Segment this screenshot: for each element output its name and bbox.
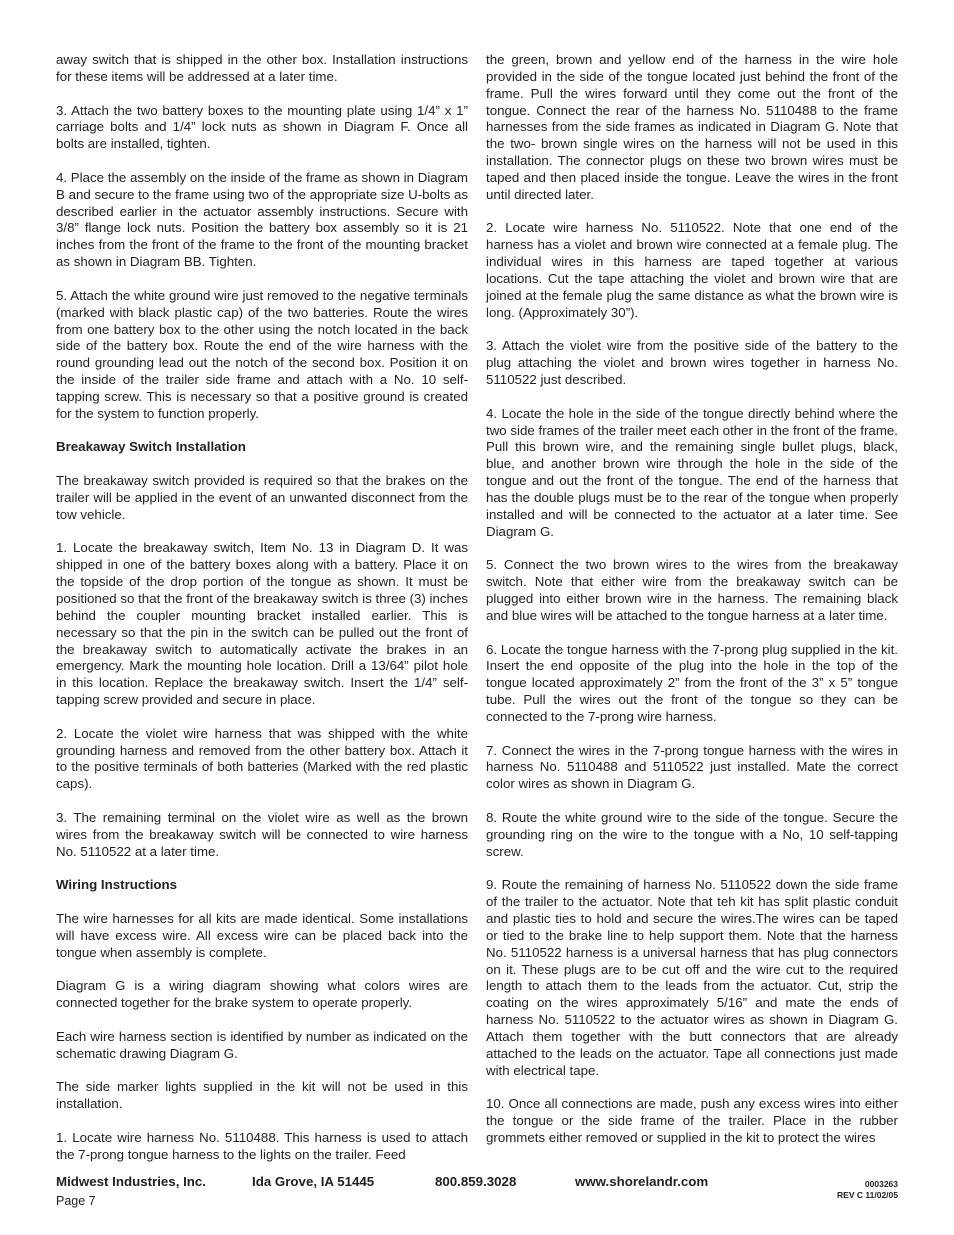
paragraph: Diagram G is a wiring diagram showing what colors wires are connected together for the brake system to operate properly.: [56, 978, 468, 1011]
paragraph: 6. Locate the tongue harness with the 7-prong plug supplied in the kit. Insert the end opposite of the plug into the hole in the top of the tongue located approximately 2” from the front of the 3” x 5” tongue tube. Pull the wires out the front of the tongue so they can be connected to the 7-prong wire harness.: [486, 641, 898, 724]
paragraph: The wire harnesses for all kits are made identical. Some installations will have excess wire. All excess wire can be placed back into the tongue when assembly is complete.: [56, 911, 468, 960]
paragraph: 3. Attach the two battery boxes to the mounting plate using 1/4” x 1” carriage bolts and 1/4” lock nuts as shown in Diagram F. Once all bolts are installed, tighten.: [56, 102, 468, 152]
paragraph: 2. Locate wire harness No. 5110522. Note that one end of the harness has a violet and brown wire connected at a female plug. The individual wires in this harness are taped together at various locations. Cut the tape attaching the violet and brown wire that are joined at the female plug the same distance as what the brown wire is long. (Approximately 30”).: [486, 220, 898, 320]
section-heading-breakaway: Breakaway Switch Installation: [56, 439, 246, 455]
right-column: [486, 52, 898, 1164]
company-name: Midwest Industries, Inc.: [56, 1174, 206, 1189]
paragraph: 5. Attach the white ground wire just removed to the negative terminals (marked with black plastic cap) of the two batteries. Route the wires from one battery box to the other using the notch located in the back side of the battery box. Route the end of the wire harness with the round grounding lead out the notch of the second box. Position it on the inside of the trailer side frame and attach with a No. 10 self-tapping screw. This is necessary so that a positive ground is created for the system to function properly.: [56, 287, 468, 421]
document-number: 0003263: [864, 1179, 898, 1189]
paragraph: 3. Attach the violet wire from the positive side of the battery to the plug attaching the violet and brown wires together in harness No. 5110522 just described.: [486, 338, 898, 388]
paragraph: The side marker lights supplied in the kit will not be used in this installation.: [56, 1079, 468, 1112]
paragraph: Each wire harness section is identified by number as indicated on the schematic drawing Diagram G.: [56, 1028, 468, 1061]
paragraph: 10. Once all connections are made, push any excess wires into either the tongue or the side frame of the trailer. Place in the rubber grommets either removed or supplied in the kit to protect the wires: [486, 1096, 898, 1145]
left-column: [56, 52, 468, 1181]
revision-date: REV C 11/02/05: [837, 1190, 898, 1200]
paragraph: away switch that is shipped in the other box. Installation instructions for these items will be addressed at a later time.: [56, 52, 468, 84]
paragraph: 3. The remaining terminal on the violet wire as well as the brown wires from the breakaway switch will be connected to wire harness No. 5110522 at a later time.: [56, 809, 468, 859]
phone-number: 800.859.3028: [435, 1174, 517, 1189]
paragraph: 4. Locate the hole in the side of the tongue directly behind where the two side frames of the trailer meet each other in the front of the frame. Pull this brown wire, and the remaining single bullet plugs, black, blue, and another brown wire through the hole in the side of the tongue and out the front of the tongue. The end of the harness that has the double plugs must be to the rear of the tongue when properly installed and will be connected to the actuator at a later time. See Diagram G.: [486, 405, 898, 539]
paragraph: 2. Locate the violet wire harness that was shipped with the white grounding harness and removed from the other battery box. Attach it to the positive terminals of both batteries (Marked with the red plastic caps).: [56, 725, 468, 792]
company-location: Ida Grove, IA 51445: [252, 1174, 375, 1189]
paragraph: 1. Locate wire harness No. 5110488. This harness is used to attach the 7-prong tongue harness to the lights on the trailer. Feed: [56, 1130, 468, 1162]
page-number: Page 7: [56, 1194, 96, 1208]
paragraph: 9. Route the remaining of harness No. 5110522 down the side frame of the trailer to the actuator. Note that teh kit has split plastic conduit and plastic ties to hold and secure the wires.The wires can be taped or tied to the brake line to help support them. Note that the harness No. 5110522 harness is a universal harness that has plug connectors on it. These plugs are to be cut off and the wire cut to the required length to attach them to the leads from the actuator. Cut, strip the coating on the wires approximately 5/16” and mate the ends of harness No. 5110522 to the actuator wires as shown in Diagram G. Attach them together with the butt connectors that are already attached to the leads on the actuator. Tape all connections just made with electrical tape.: [486, 877, 898, 1078]
website-url: www.shorelandr.com: [575, 1174, 709, 1189]
paragraph: 1. Locate the breakaway switch, Item No. 13 in Diagram D. It was shipped in one of the battery boxes along with a battery. Place it on the topside of the drop portion of the tongue as shown. It must be positioned so that the front of the breakaway switch is three (3) inches behind the coupler mounting bracket installed earlier. This is necessary so that the pin in the switch can be pulled out the front of the breakaway switch to automatically activate the brakes in an emergency. Mark the mounting hole location. Drill a 13/64” pilot hole in this location. Replace the breakaway switch. Insert the 1/4” self-tapping screw provided and secure in place.: [56, 540, 468, 708]
paragraph: The breakaway switch provided is required so that the brakes on the trailer will be applied in the event of an unwanted disconnect from the tow vehicle.: [56, 473, 468, 522]
paragraph: 7. Connect the wires in the 7-prong tongue harness with the wires in harness No. 5110488 and 5110522 just installed. Mate the correct color wires as shown in Diagram G.: [486, 742, 898, 792]
page-footer: [56, 1174, 898, 1214]
paragraph: 5. Connect the two brown wires to the wires from the breakaway switch. Note that either wire from the breakaway switch can be plugged into either brown wire in the harness. The remaining black and blue wires will be attached to the tongue harness at a later time.: [486, 557, 898, 623]
section-heading-wiring: Wiring Instructions: [56, 877, 178, 893]
paragraph: 4. Place the assembly on the inside of the frame as shown in Diagram B and secure to the frame using two of the appropriate size U-bolts as described earlier in the actuator assembly instructions. Secure with 3/8” flange lock nuts. Position the battery box assembly so it is 21 inches from the front of the frame to the front of the mounting bracket as shown in Diagram BB. Tighten.: [56, 169, 468, 270]
paragraph: the green, brown and yellow end of the harness in the wire hole provided in the side of the tongue located just behind the front of the frame. Pull the wires forward until they come out the front of the tongue. Connect the rear of the harness No. 5110488 to the frame harnesses from the side frames as indicated in Diagram G. Note that the two- brown single wires on the harness will not be used in this installation. The connector plugs on these two brown wires must be taped and then placed inside the tongue. Leave the wires in the front until directed later.: [486, 52, 898, 202]
paragraph: 8. Route the white ground wire to the side of the tongue. Secure the grounding ring on the wire to the tongue with a No, 10 self-tapping screw.: [486, 809, 898, 859]
